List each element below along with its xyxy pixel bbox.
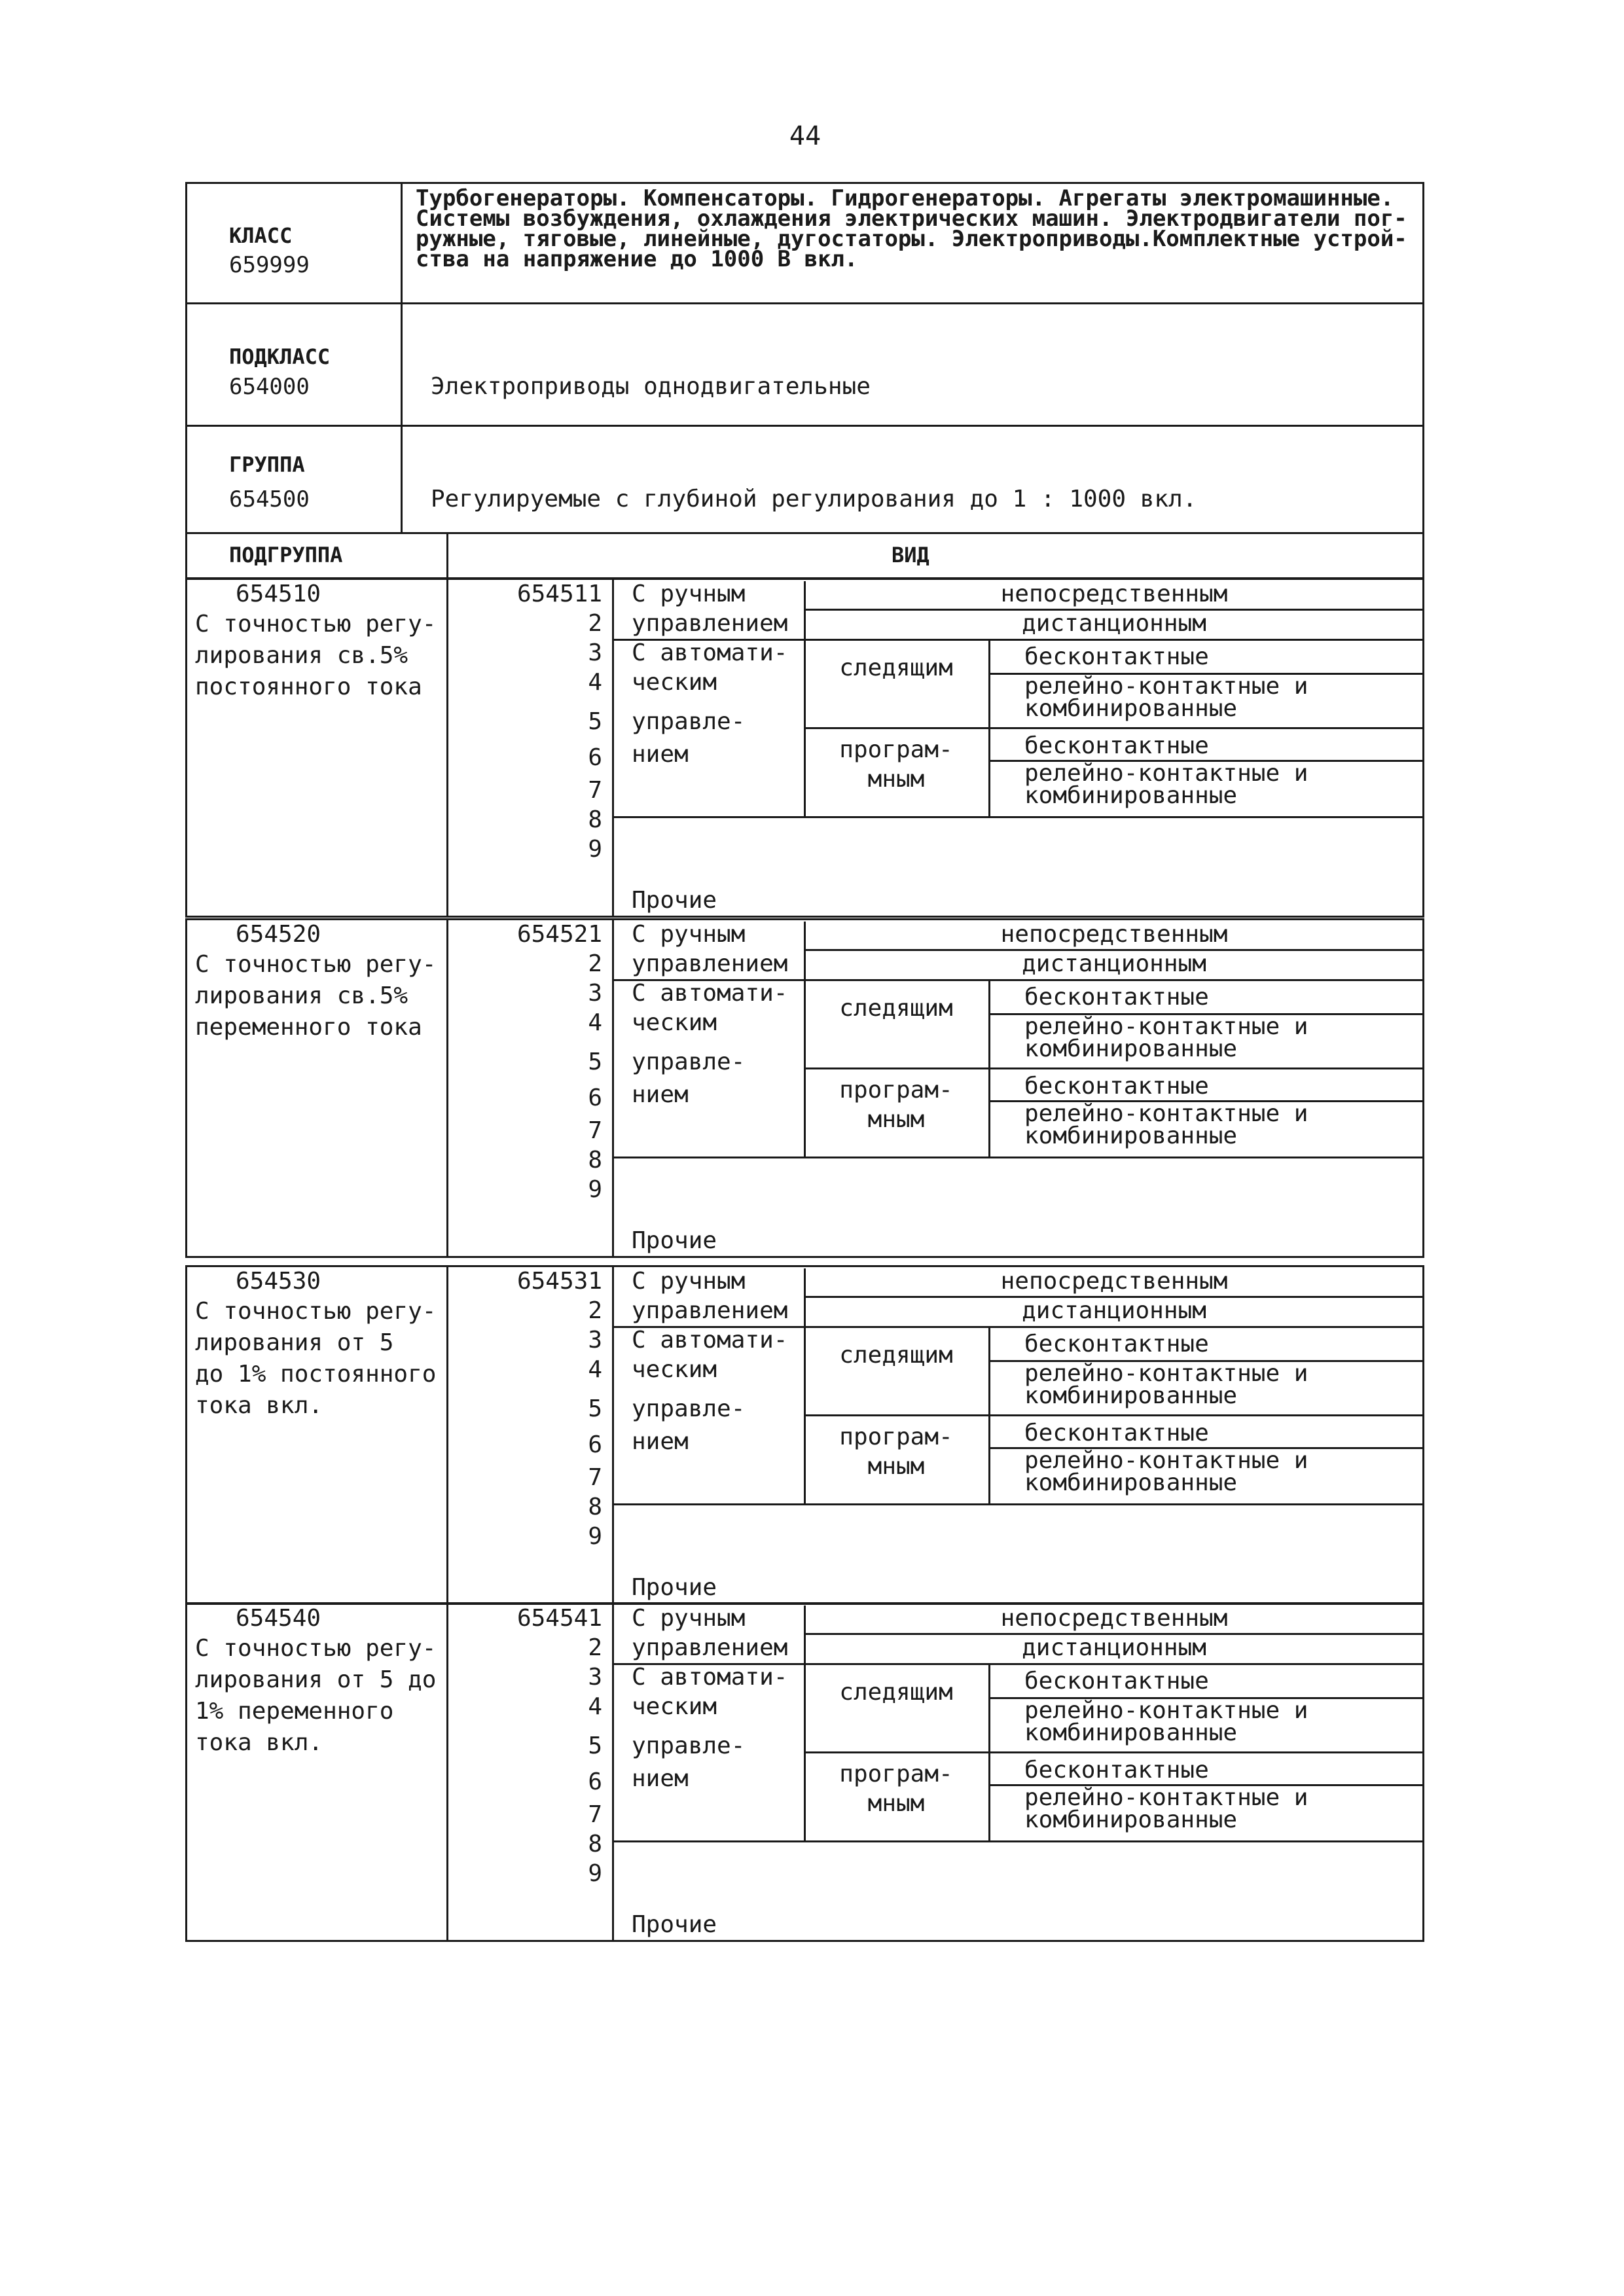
podklass-description: Электроприводы однодвигательные: [431, 373, 871, 400]
subgroup-code: 654510: [236, 581, 321, 607]
auto-label-4: нием: [632, 1428, 689, 1455]
remote-control: дистанционным: [1022, 1297, 1206, 1324]
contactless-program: бесконтактные: [1024, 732, 1209, 759]
contactless-tracking: бесконтактные: [1024, 1331, 1209, 1357]
relay-program-2: комбинированные: [1024, 782, 1238, 809]
subgroup-description-line: постоянного тока: [195, 673, 422, 700]
other-label: Прочие: [632, 1911, 717, 1938]
auto-label-2: ческим: [632, 1693, 717, 1720]
row-number: 8: [588, 806, 602, 833]
auto-label-4: нием: [632, 1765, 689, 1792]
program-label-2: мным: [867, 1106, 925, 1133]
number-column-divider: [612, 1602, 614, 1942]
auto-label-2: ческим: [632, 1356, 717, 1383]
other-label: Прочие: [632, 1574, 717, 1601]
gruppa-label: ГРУППА: [229, 452, 305, 477]
relay-tracking-2: комбинированные: [1024, 1382, 1238, 1409]
auto-label-3: управле-: [632, 1395, 746, 1422]
auto-label-1: С автомати-: [632, 980, 788, 1007]
subgroup-description-line: тока вкл.: [195, 1729, 323, 1756]
podklass-section: [185, 302, 1424, 427]
klass-description: Турбогенераторы. Компенсаторы. Гидрогенераторы. Агрегаты электромашинные. Системы возбуждения, охлаждения электрических машин. Электродвигатели пог- ружные, тяговые, линейные, дугостаторы. Электроприводы.Комплектные устрой- ства на напряжение до 1000 В вкл.: [416, 185, 1407, 272]
relay-tracking-2: комбинированные: [1024, 695, 1238, 722]
relay-program-2: комбинированные: [1024, 1469, 1238, 1496]
contactless-program: бесконтактные: [1024, 1073, 1209, 1100]
direct-control: непосредственным: [1000, 1605, 1228, 1632]
manual-label-1: С ручным: [632, 921, 746, 948]
subgroup-description-line: лирования св.5%: [195, 642, 408, 669]
gruppa-section: [185, 425, 1424, 534]
row-number: 8: [588, 1831, 602, 1857]
relay-program-1: релейно-контактные и: [1024, 1100, 1308, 1127]
row-number: 9: [588, 1176, 602, 1203]
column-header-row: [185, 532, 1424, 579]
row-number: 8: [588, 1147, 602, 1174]
relay-tracking-1: релейно-контактные и: [1024, 1697, 1308, 1724]
auto-label-2: ческим: [632, 1009, 717, 1036]
other-label: Прочие: [632, 1227, 717, 1254]
relay-program-1: релейно-контактные и: [1024, 760, 1308, 787]
subgroup-description-line: С точностью регу-: [195, 611, 437, 637]
klass-label: КЛАСС: [229, 223, 293, 248]
row-number: 4: [588, 1693, 602, 1720]
tracking-program-separator: [804, 1751, 1424, 1753]
row-number: 9: [588, 1860, 602, 1887]
row-number: 3: [588, 1664, 602, 1691]
subgroup-description-line: С точностью регу-: [195, 951, 437, 978]
manual-label-2: управлением: [632, 610, 788, 637]
gruppa-divider: [401, 425, 403, 534]
direct-control: непосредственным: [1000, 581, 1228, 607]
auto-label-3: управле-: [632, 708, 746, 735]
number-column-divider: [612, 1265, 614, 1605]
relay-program-1: релейно-контактные и: [1024, 1784, 1308, 1811]
row-number: 8: [588, 1494, 602, 1520]
column-header-divider: [446, 532, 448, 579]
manual-label-2: управлением: [632, 1634, 788, 1661]
manual-label-2: управлением: [632, 1297, 788, 1324]
manual-label-1: С ручным: [632, 1268, 746, 1295]
row-number: 7: [588, 1801, 602, 1828]
other-separator: [612, 1157, 1424, 1158]
subgroup-code: 654540: [236, 1605, 321, 1632]
other-separator: [612, 1840, 1424, 1842]
row-number: 5: [588, 1732, 602, 1759]
klass-code: 659999: [229, 252, 310, 278]
auto-label-1: С автомати-: [632, 1327, 788, 1354]
tracking-label: следящим: [839, 995, 953, 1022]
column-podgruppa: ПОДГРУППА: [229, 543, 343, 567]
auto-label-4: нием: [632, 741, 689, 768]
auto-label-4: нием: [632, 1081, 689, 1108]
row-number: 654531: [516, 1268, 602, 1295]
row-number: 7: [588, 1464, 602, 1491]
direct-control: непосредственным: [1000, 1268, 1228, 1295]
tracking-program-separator: [804, 1067, 1424, 1069]
contactless-tracking: бесконтактные: [1024, 984, 1209, 1011]
program-label-1: програм-: [839, 1761, 953, 1787]
subgroup-description-line: лирования от 5: [195, 1329, 394, 1356]
contactless-program: бесконтактные: [1024, 1420, 1209, 1446]
relay-tracking-1: релейно-контактные и: [1024, 1360, 1308, 1387]
subgroup-description-line: С точностью регу-: [195, 1298, 437, 1325]
number-column-divider: [612, 918, 614, 1258]
subgroup-description-line: до 1% постоянного: [195, 1361, 437, 1388]
program-label-2: мным: [867, 1453, 925, 1480]
remote-control: дистанционным: [1022, 950, 1206, 977]
row-number: 2: [588, 610, 602, 637]
relay-tracking-2: комбинированные: [1024, 1035, 1238, 1062]
row-number: 9: [588, 1523, 602, 1550]
row-number: 6: [588, 1085, 602, 1111]
other-separator: [612, 816, 1424, 818]
row-number: 654511: [516, 581, 602, 607]
subgroup-description-line: 1% переменного: [195, 1698, 394, 1725]
row-number: 7: [588, 1117, 602, 1144]
manual-label-2: управлением: [632, 950, 788, 977]
row-number: 3: [588, 1327, 602, 1354]
podklass-code: 654000: [229, 374, 310, 400]
subgroup-column-divider: [446, 1602, 448, 1942]
relay-program-1: релейно-контактные и: [1024, 1447, 1308, 1474]
row-number: 4: [588, 1009, 602, 1036]
row-number: 4: [588, 1356, 602, 1383]
tracking-label: следящим: [839, 1342, 953, 1369]
page-number: 44: [789, 121, 821, 151]
subgroup-column-divider: [446, 918, 448, 1258]
subgroup-column-divider: [446, 1265, 448, 1605]
other-label: Прочие: [632, 887, 717, 914]
row-number: 6: [588, 744, 602, 771]
subgroup-code: 654530: [236, 1268, 321, 1295]
direct-control: непосредственным: [1000, 921, 1228, 948]
row-number: 2: [588, 950, 602, 977]
subgroup-column-divider: [446, 578, 448, 918]
klass-divider: [401, 182, 403, 304]
tracking-program-separator: [804, 1414, 1424, 1416]
relay-program-2: комбинированные: [1024, 1806, 1238, 1833]
tracking-label: следящим: [839, 1679, 953, 1706]
relay-program-2: комбинированные: [1024, 1122, 1238, 1149]
row-number: 6: [588, 1768, 602, 1795]
program-label-1: програм-: [839, 1077, 953, 1103]
row-number: 2: [588, 1634, 602, 1661]
number-column-divider: [612, 578, 614, 918]
tracking-program-separator: [804, 727, 1424, 729]
row-number: 2: [588, 1297, 602, 1324]
row-number: 3: [588, 980, 602, 1007]
gruppa-code: 654500: [229, 486, 310, 512]
relay-tracking-2: комбинированные: [1024, 1719, 1238, 1746]
tracking-label: следящим: [839, 655, 953, 681]
auto-label-3: управле-: [632, 1732, 746, 1759]
auto-label-3: управле-: [632, 1049, 746, 1075]
row-number: 5: [588, 708, 602, 735]
row-number: 3: [588, 639, 602, 666]
column-vid: ВИД: [892, 543, 929, 567]
row-number: 5: [588, 1395, 602, 1422]
podklass-divider: [401, 302, 403, 427]
remote-control: дистанционным: [1022, 610, 1206, 637]
manual-label-1: С ручным: [632, 1605, 746, 1632]
remote-control: дистанционным: [1022, 1634, 1206, 1661]
auto-label-1: С автомати-: [632, 1664, 788, 1691]
subgroup-description-line: тока вкл.: [195, 1392, 323, 1419]
contactless-tracking: бесконтактные: [1024, 1668, 1209, 1695]
gruppa-description: Регулируемые с глубиной регулирования до 1 : 1000 вкл.: [431, 486, 1197, 512]
row-number: 5: [588, 1049, 602, 1075]
manual-label-1: С ручным: [632, 581, 746, 607]
program-label-2: мным: [867, 766, 925, 793]
row-number: 9: [588, 836, 602, 863]
row-number: 654541: [516, 1605, 602, 1632]
subgroup-code: 654520: [236, 921, 321, 948]
row-number: 6: [588, 1431, 602, 1458]
contactless-tracking: бесконтактные: [1024, 643, 1209, 670]
subgroup-description-line: переменного тока: [195, 1014, 422, 1041]
row-number: 7: [588, 777, 602, 804]
program-label-2: мным: [867, 1790, 925, 1817]
other-separator: [612, 1503, 1424, 1505]
podklass-label: ПОДКЛАСС: [229, 344, 331, 369]
auto-label-2: ческим: [632, 669, 717, 696]
relay-tracking-1: релейно-контактные и: [1024, 673, 1308, 700]
subgroup-description-line: С точностью регу-: [195, 1635, 437, 1662]
relay-tracking-1: релейно-контактные и: [1024, 1013, 1308, 1040]
subgroup-description-line: лирования от 5 до: [195, 1666, 437, 1693]
auto-label-1: С автомати-: [632, 639, 788, 666]
program-label-1: програм-: [839, 1424, 953, 1450]
row-number: 654521: [516, 921, 602, 948]
contactless-program: бесконтактные: [1024, 1757, 1209, 1784]
program-label-1: програм-: [839, 736, 953, 763]
subgroup-description-line: лирования св.5%: [195, 982, 408, 1009]
row-number: 4: [588, 669, 602, 696]
